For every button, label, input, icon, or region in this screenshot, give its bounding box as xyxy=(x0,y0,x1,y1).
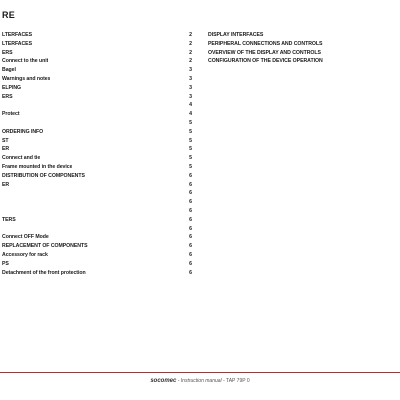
toc-entry-page-number: 4 xyxy=(189,111,192,118)
toc-entry[interactable] xyxy=(2,49,192,58)
toc-entry[interactable] xyxy=(2,137,192,146)
footer-text: - Instruction manual - xyxy=(177,378,225,384)
toc-entry-title: Accessory for rack xyxy=(2,251,48,258)
toc-entry-page-number: 6 xyxy=(189,216,192,223)
toc-entry-page-number: 6 xyxy=(189,225,192,232)
toc-entry-page-number: 4 xyxy=(189,102,192,109)
toc-entry-page-number: 3 xyxy=(189,84,192,91)
toc-entry-title: REPLACEMENT OF COMPONENTS xyxy=(2,243,88,250)
toc-entry[interactable]: DISPLAY INTERFACES xyxy=(208,32,264,38)
toc-entry[interactable] xyxy=(2,57,192,66)
toc-entry[interactable]: PERIPHERAL CONNECTIONS AND CONTROLS xyxy=(208,40,323,47)
toc-entry-page-number: 6 xyxy=(189,181,192,188)
page-footer xyxy=(0,377,400,385)
toc-entry[interactable] xyxy=(2,31,192,40)
toc-entry-page-number: 6 xyxy=(189,172,192,179)
toc-entry[interactable] xyxy=(2,181,192,190)
toc-entry-page-number: 5 xyxy=(189,155,192,162)
toc-entry-title: LTERFACES xyxy=(2,32,33,38)
toc-entry-title: Warnings and notes xyxy=(2,75,51,82)
toc-entry-title: LTERFACES xyxy=(2,40,33,47)
toc-entry-title: ST xyxy=(2,137,9,144)
toc-entry[interactable] xyxy=(2,66,192,75)
toc-entry-title: DISTRIBUTION OF COMPONENTS xyxy=(2,172,85,179)
toc-entry-page-number: 6 xyxy=(189,190,192,197)
toc-entry-page-number: 2 xyxy=(189,58,192,65)
footer-brand: socomec xyxy=(150,378,177,384)
toc-entry-title: Connect OFF Mode xyxy=(2,234,49,241)
toc-entry-page-number: 5 xyxy=(189,137,192,144)
toc-entry-title: TERS xyxy=(2,216,16,223)
toc-entry-page-number: 2 xyxy=(189,40,192,47)
toc-entry-title: Connect and tie xyxy=(2,155,41,162)
footer-divider xyxy=(0,372,400,373)
toc-entry-title: Detachment of the front protection xyxy=(2,269,86,276)
toc-entry[interactable] xyxy=(2,260,192,269)
toc-entry-title: ERS xyxy=(2,93,13,100)
toc-entry[interactable] xyxy=(2,93,192,102)
toc-entry-title: Frame mounted in the device xyxy=(2,163,73,170)
toc-entry[interactable] xyxy=(2,119,192,128)
toc-entry-page-number: 3 xyxy=(189,93,192,100)
toc-entry[interactable] xyxy=(2,216,192,225)
toc-entry-title: ORDERING INFO xyxy=(2,128,44,135)
toc-entry-page-number: 5 xyxy=(189,163,192,170)
toc-entry[interactable] xyxy=(2,251,192,260)
toc-entry[interactable] xyxy=(2,233,192,242)
toc-entry-page-number: 5 xyxy=(189,119,192,126)
toc-entry[interactable] xyxy=(2,269,192,278)
page-title: RE xyxy=(2,10,16,20)
toc-entry-page-number: 6 xyxy=(189,234,192,241)
toc-entry-title: PS xyxy=(2,260,9,267)
toc-entry[interactable] xyxy=(2,242,192,251)
toc-entry[interactable] xyxy=(2,198,192,207)
footer-code: TAP 79P 0 xyxy=(226,378,250,384)
toc-entry[interactable] xyxy=(2,225,192,234)
toc-entry-page-number: 3 xyxy=(189,67,192,74)
table-of-contents xyxy=(2,31,192,277)
toc-entry[interactable] xyxy=(2,172,192,181)
toc-entry[interactable]: OVERVIEW OF THE DISPLAY AND CONTROLS xyxy=(208,49,321,56)
toc-entry-title: Bagel xyxy=(2,67,16,74)
toc-entry-page-number: 2 xyxy=(189,32,192,38)
toc-entry-title: ERS xyxy=(2,49,13,56)
toc-entry-page-number: 6 xyxy=(189,207,192,214)
toc-entry-page-number: 6 xyxy=(189,251,192,258)
toc-entry-page-number: 5 xyxy=(189,128,192,135)
toc-entry[interactable] xyxy=(2,75,192,84)
toc-entry-page-number: 6 xyxy=(189,243,192,250)
toc-entry[interactable] xyxy=(2,163,192,172)
table-of-contents-continued xyxy=(208,31,398,66)
toc-entry[interactable] xyxy=(2,110,192,119)
toc-entry[interactable] xyxy=(2,128,192,137)
toc-entry[interactable] xyxy=(2,101,192,110)
toc-entry-title: ELPING xyxy=(2,84,22,91)
toc-entry[interactable]: CONFIGURATION OF THE DEVICE OPERATION xyxy=(208,58,323,65)
toc-entry[interactable] xyxy=(2,189,192,198)
toc-entry-page-number: 5 xyxy=(189,146,192,153)
toc-entry[interactable] xyxy=(2,154,192,163)
toc-entry[interactable] xyxy=(2,207,192,216)
toc-entry-page-number: 6 xyxy=(189,260,192,267)
toc-entry-page-number: 6 xyxy=(189,269,192,276)
toc-entry-title: Protect xyxy=(2,111,20,118)
toc-entry-title: ER xyxy=(2,181,10,188)
toc-entry-title: Connect to the unit xyxy=(2,58,49,65)
toc-entry-page-number: 2 xyxy=(189,49,192,56)
toc-entry[interactable] xyxy=(2,40,192,49)
toc-entry-title: ER xyxy=(2,146,10,153)
toc-entry[interactable] xyxy=(2,84,192,93)
toc-entry-page-number: 6 xyxy=(189,199,192,206)
toc-entry-page-number: 3 xyxy=(189,75,192,82)
toc-entry[interactable] xyxy=(2,145,192,154)
